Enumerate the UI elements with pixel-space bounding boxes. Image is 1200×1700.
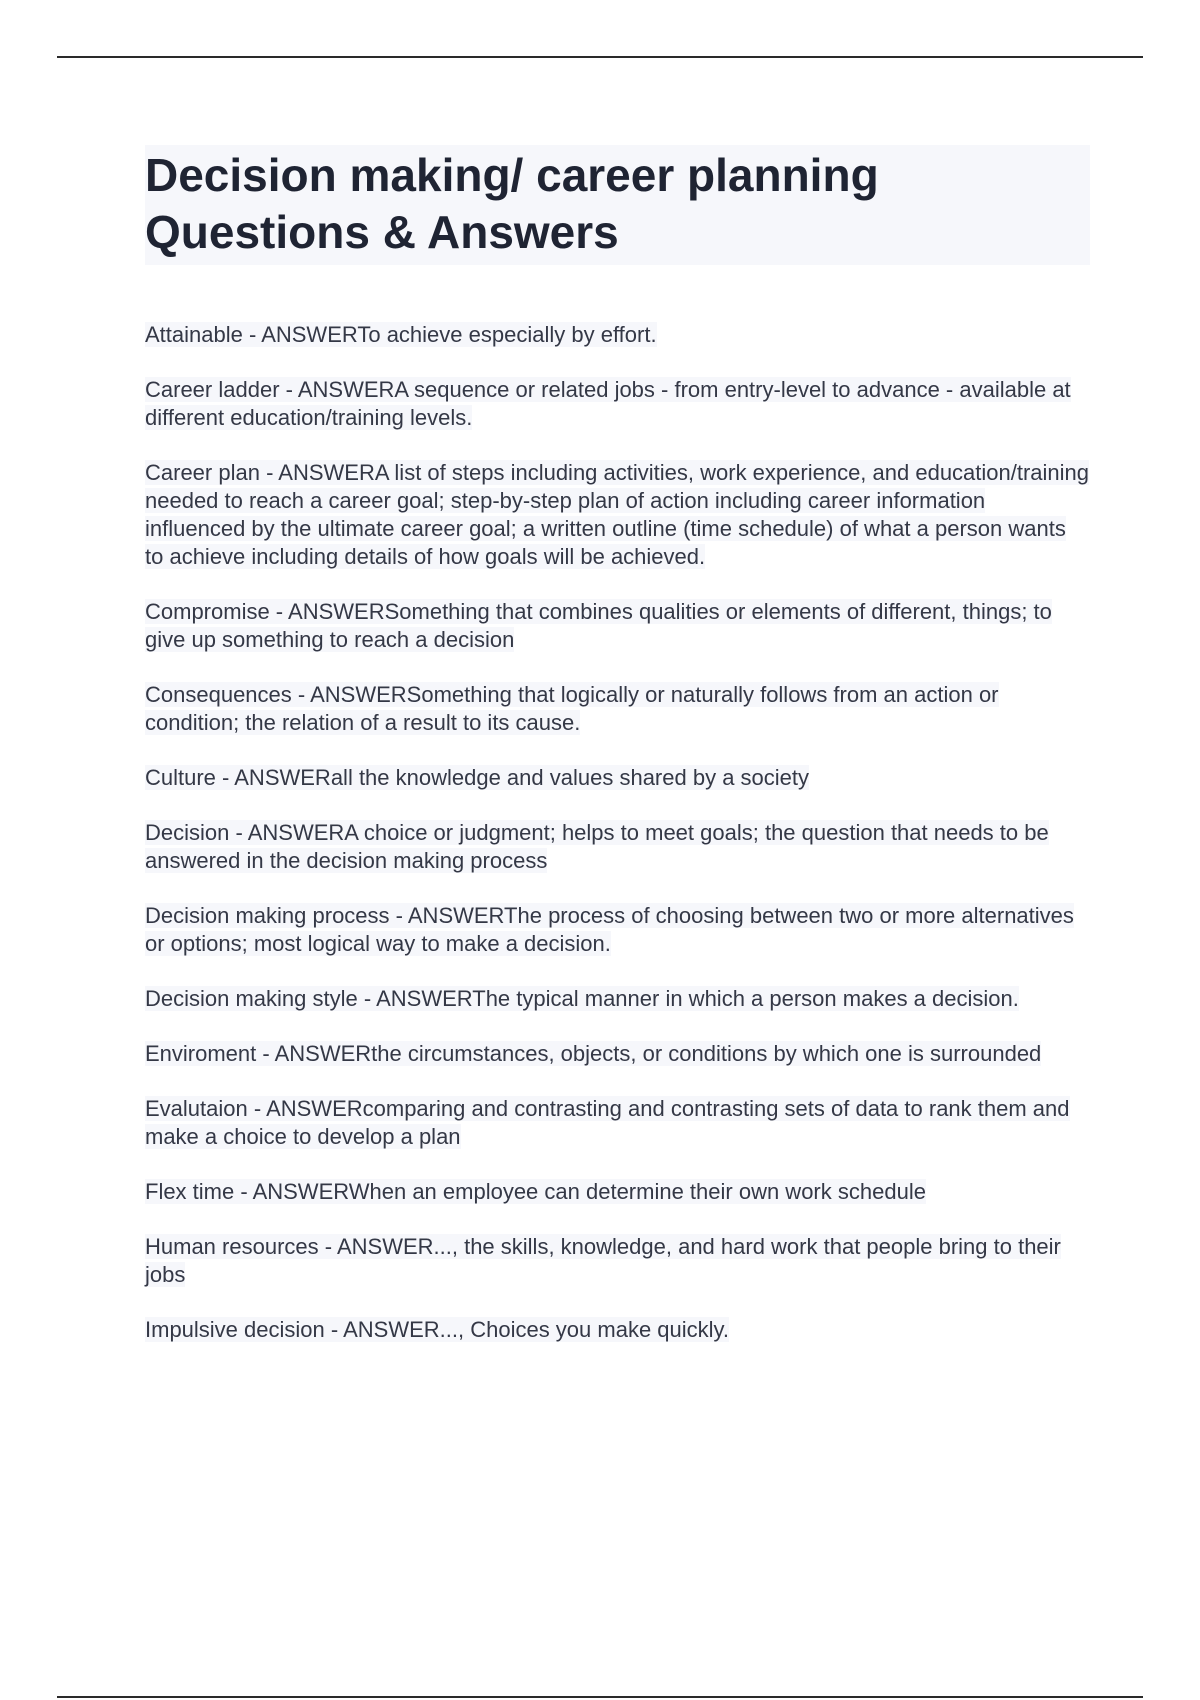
qa-entry — [145, 376, 1090, 432]
qa-entry-text: Career plan - ANSWERA list of steps including activities, work experience, and education/training needed to reach a career goal; step-by-step plan of action including career information influenced by the ultimate career goal; a written outline (time schedule) of what a person wants to achieve including details of how goals will be achieved. — [145, 460, 1090, 569]
qa-entry — [145, 819, 1090, 875]
qa-entry — [145, 321, 1090, 349]
qa-entry-text: Flex time - ANSWERWhen an employee can determine their own work schedule — [145, 1179, 926, 1204]
qa-list — [145, 321, 1090, 1344]
qa-entry — [145, 764, 1090, 792]
document-body — [145, 145, 1090, 1371]
qa-entry — [145, 1095, 1090, 1151]
qa-entry-text: Decision making style - ANSWERThe typical manner in which a person makes a decision. — [145, 986, 1019, 1011]
qa-entry — [145, 902, 1090, 958]
qa-entry — [145, 1178, 1090, 1206]
document-title — [145, 145, 1090, 265]
qa-entry-text: Compromise - ANSWERSomething that combines qualities or elements of different, things; to give up something to reach a decision — [145, 599, 1052, 652]
qa-entry — [145, 985, 1090, 1013]
qa-entry-text: Consequences - ANSWERSomething that logically or naturally follows from an action or condition; the relation of a result to its cause. — [145, 682, 999, 735]
title-line-2: Questions & Answers — [145, 206, 619, 258]
qa-entry-text: Culture - ANSWERall the knowledge and values shared by a society — [145, 765, 810, 790]
qa-entry-text: Decision - ANSWERA choice or judgment; helps to meet goals; the question that needs to be answered in the decision making process — [145, 820, 1049, 873]
qa-entry — [145, 681, 1090, 737]
qa-entry-text: Enviroment - ANSWERthe circumstances, objects, or conditions by which one is surrounded — [145, 1041, 1042, 1066]
qa-entry — [145, 459, 1090, 571]
qa-entry-text: Decision making process - ANSWERThe process of choosing between two or more alternatives or options; most logical way to make a decision. — [145, 903, 1074, 956]
qa-entry-text: Evalutaion - ANSWERcomparing and contrasting and contrasting sets of data to rank them and make a choice to develop a plan — [145, 1096, 1070, 1149]
qa-entry — [145, 1316, 1090, 1344]
qa-entry-text: Impulsive decision - ANSWER..., Choices you make quickly. — [145, 1317, 730, 1342]
qa-entry — [145, 598, 1090, 654]
bottom-divider — [57, 1696, 1143, 1698]
qa-entry-text: Attainable - ANSWERTo achieve especially by effort. — [145, 322, 657, 347]
top-divider — [57, 56, 1143, 58]
qa-entry-text: Career ladder - ANSWERA sequence or related jobs - from entry-level to advance - available at different education/training levels. — [145, 377, 1071, 430]
qa-entry-text: Human resources - ANSWER..., the skills, knowledge, and hard work that people bring to their jobs — [145, 1234, 1061, 1287]
title-line-1: Decision making/ career planning — [145, 149, 879, 201]
qa-entry — [145, 1233, 1090, 1289]
qa-entry — [145, 1040, 1090, 1068]
